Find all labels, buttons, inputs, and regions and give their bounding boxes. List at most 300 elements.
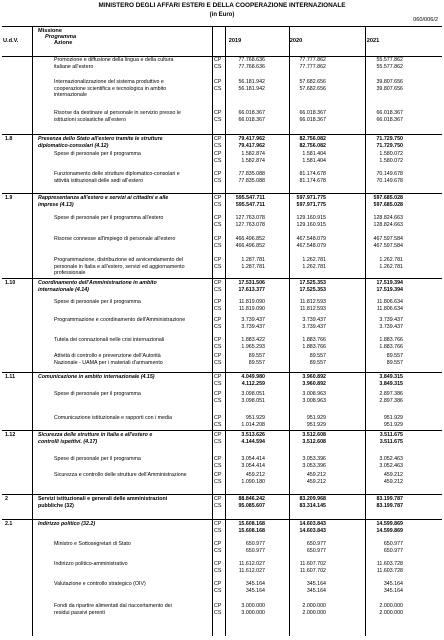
row-separator (2, 494, 442, 495)
row-description-line: attività istituzionali delle sedi all'estero (54, 177, 144, 184)
row-description-line: Risorse da destinare al personale in servizio presso le (54, 110, 181, 116)
row-value-2021 (333, 456, 403, 469)
cp-value: 83.199.787 (376, 496, 403, 502)
cs-value: 1.262.781 (302, 263, 326, 270)
cs-value: 77.777.862 (299, 63, 326, 70)
row-description (38, 496, 167, 509)
cp-value: 650.977 (383, 541, 403, 547)
row-description (54, 561, 128, 568)
column-divider (365, 26, 366, 636)
row-cp-cs-label: CP CS (214, 496, 222, 509)
cs-value: 17.519.394 (376, 286, 403, 293)
row-description (54, 79, 166, 99)
row-value-2019 (195, 110, 265, 123)
cs-value: 345.164 (306, 587, 326, 594)
row-value-2021 (333, 236, 403, 249)
cp-value: 1.262.781 (302, 257, 326, 263)
cp-value: 951.929 (306, 415, 326, 421)
cs-value: 4.112.259 (241, 380, 265, 387)
cp-value: 89.557 (309, 353, 326, 359)
cp-value: 11.819.090 (238, 299, 265, 305)
cs-value: 89.557 (248, 359, 265, 366)
row-value-2020 (256, 432, 326, 445)
cs-value: 66.018.367 (238, 116, 265, 123)
row-description-line: Risorse connesse all'impiego di personale all'estero (54, 236, 176, 242)
row-value-2019 (195, 195, 265, 208)
row-value-2019 (195, 280, 265, 293)
cp-value: 15.608.168 (238, 521, 265, 527)
cp-value: 345.164 (245, 581, 265, 587)
cp-value: 1.883.766 (302, 337, 326, 343)
cs-value: 82.756.082 (299, 142, 326, 149)
row-value-2019 (195, 496, 265, 509)
row-description (54, 57, 173, 70)
row-description-line: internazionale (54, 92, 87, 98)
cp-value: 3.849.315 (379, 374, 403, 380)
row-description (54, 299, 141, 306)
cs-value: 11.607.702 (299, 567, 326, 574)
row-separator (2, 430, 442, 431)
cp-value: 1.287.781 (241, 257, 265, 263)
row-description (38, 136, 163, 149)
cs-value: 467.548.079 (296, 242, 326, 249)
cs-value: 3.008.963 (302, 397, 326, 404)
cs-value: 14.603.843 (299, 527, 326, 534)
row-description-line: Programmazione, distribuzione ed avvicendamento del (54, 257, 183, 263)
cp-value: 17.519.394 (376, 280, 403, 286)
row-value-2020 (256, 136, 326, 149)
row-description (38, 195, 168, 208)
row-value-2020 (256, 317, 326, 330)
col-year-2019: 2019 (228, 38, 242, 44)
cs-value: 15.608.168 (238, 527, 265, 534)
cs-value: 3.739.437 (302, 323, 326, 330)
row-description-line: Spese di personale per il programma (54, 151, 141, 157)
cs-value: 2.000.000 (379, 609, 403, 616)
cp-value: 1.883.422 (241, 337, 265, 343)
row-value-2020 (256, 353, 326, 366)
row-value-2019 (195, 521, 265, 534)
row-description-line: cooperazione scientifica e tecnologica in ambito (54, 85, 167, 92)
cp-value: 39.807.656 (376, 79, 403, 85)
document-code: 060/006/2 (413, 17, 438, 23)
cp-value: 3.000.000 (241, 603, 265, 609)
row-value-2019 (195, 171, 265, 184)
cs-value: 3.960.892 (302, 380, 326, 387)
row-description (38, 521, 95, 528)
cp-value: 2.000.000 (302, 603, 326, 609)
row-description-line: professionale (54, 270, 86, 276)
cp-value: 466.496.852 (235, 236, 265, 242)
row-value-2020 (256, 521, 326, 534)
row-value-2021 (333, 581, 403, 594)
row-cp-cs-label: CP CS (214, 299, 222, 312)
row-value-2021 (333, 280, 403, 293)
cp-value: 3.512.608 (302, 432, 326, 438)
row-description (54, 391, 141, 398)
cp-value: 17.531.506 (238, 280, 265, 286)
cs-value: 3.849.315 (379, 380, 403, 387)
row-description (54, 456, 141, 463)
row-cp-cs-label: CP CS (214, 353, 222, 366)
row-cp-cs-label: CP CS (214, 472, 222, 485)
cp-value: 66.018.367 (376, 110, 403, 116)
row-description (54, 337, 164, 344)
cs-value: 11.812.593 (299, 305, 326, 312)
row-description (54, 171, 180, 184)
cs-value: 95.085.607 (238, 502, 265, 509)
row-cp-cs-label: CP CS (214, 415, 222, 428)
row-separator (2, 372, 442, 373)
row-description-line: Servizi istituzionali e generali delle amministrazioni (38, 496, 168, 502)
row-value-2019 (195, 603, 265, 616)
cs-value: 1.581.404 (302, 157, 326, 164)
cs-value: 597.685.028 (373, 201, 403, 208)
row-value-2021 (333, 603, 403, 616)
cs-value: 597.971.775 (296, 201, 326, 208)
row-value-2020 (256, 391, 326, 404)
col-missione-header: Missione (38, 28, 62, 34)
row-value-2020 (256, 472, 326, 485)
row-cp-cs-label: CP CS (214, 171, 222, 184)
row-udv: 1.8 (5, 136, 13, 142)
cs-value: 1.262.781 (379, 263, 403, 270)
row-value-2021 (333, 374, 403, 387)
row-description (54, 110, 181, 123)
cp-value: 129.160.915 (296, 215, 326, 221)
row-cp-cs-label: CP CS (214, 110, 222, 123)
row-value-2020 (256, 374, 326, 387)
col-programma-header: Programma (45, 34, 77, 40)
cs-value: 17.613.377 (238, 286, 265, 293)
cp-value: 81.174.678 (299, 171, 326, 177)
row-description-line: Spese di personale per il programma (54, 391, 141, 397)
row-description (54, 236, 175, 243)
cs-value: 459.212 (383, 478, 403, 485)
row-udv: 1.12 (5, 432, 16, 438)
cs-value: 3.000.000 (241, 609, 265, 616)
cs-value: 11.819.090 (238, 305, 265, 312)
row-cp-cs-label: CP CS (214, 561, 222, 574)
row-cp-cs-label: CP CS (214, 151, 222, 164)
row-value-2019 (195, 136, 265, 149)
row-cp-cs-label: CP CS (214, 337, 222, 350)
row-description-line: Indirizzo politico (32.2) (38, 521, 96, 527)
row-description-line: controlli ispettivi. (4.17) (38, 438, 98, 445)
cs-value: 56.181.942 (238, 85, 265, 92)
cp-value: 56.181.942 (238, 79, 265, 85)
row-value-2021 (333, 391, 403, 404)
row-cp-cs-label: CP CS (214, 456, 222, 469)
cp-value: 11.806.634 (376, 299, 403, 305)
row-udv: 1.10 (5, 280, 16, 286)
cs-value: 1.582.874 (241, 157, 265, 164)
cs-value: 3.512.608 (302, 438, 326, 445)
col-azione-header: Azione (54, 40, 73, 46)
cp-value: 71.729.750 (376, 136, 403, 142)
row-value-2020 (256, 541, 326, 554)
row-value-2021 (333, 257, 403, 270)
row-value-2019 (195, 57, 265, 70)
cp-value: 3.052.463 (379, 456, 403, 462)
cp-value: 3.513.626 (241, 432, 265, 438)
row-value-2021 (333, 415, 403, 428)
cp-value: 66.018.367 (238, 110, 265, 116)
row-value-2019 (195, 353, 265, 366)
row-value-2019 (195, 299, 265, 312)
cp-value: 1.582.874 (241, 151, 265, 157)
row-value-2019 (195, 581, 265, 594)
row-value-2019 (195, 561, 265, 574)
row-cp-cs-label: CP CS (214, 136, 222, 149)
cp-value: 3.511.675 (379, 432, 403, 438)
cs-value: 4.144.594 (241, 438, 265, 445)
row-description-line: internazionale (4.14) (38, 286, 89, 293)
cp-value: 459.212 (245, 472, 265, 478)
cp-value: 650.977 (306, 541, 326, 547)
row-value-2019 (195, 236, 265, 249)
row-value-2021 (333, 521, 403, 534)
row-separator (2, 134, 442, 135)
cp-value: 11.607.702 (299, 561, 326, 567)
row-value-2021 (333, 57, 403, 70)
row-description-line: Rappresentanza all'estero e servizi ai cittadini e alle (38, 195, 169, 201)
row-description-line: Internazionalizzazione del sistema produttivo e (54, 79, 164, 85)
row-description-line: istituzioni scolastiche all'estero (54, 116, 126, 123)
row-value-2019 (195, 541, 265, 554)
cs-value: 11.612.027 (238, 567, 265, 574)
cs-value: 128.824.663 (373, 221, 403, 228)
row-cp-cs-label: CP CS (214, 521, 222, 534)
cp-value: 1.883.766 (379, 337, 403, 343)
row-description-line: Indirizzo politico-amministrativo (54, 561, 128, 567)
row-description (54, 472, 187, 479)
cs-value: 77.768.636 (238, 63, 265, 70)
cp-value: 88.846.242 (238, 496, 265, 502)
cs-value: 1.014.208 (241, 421, 265, 428)
cp-value: 3.098.051 (241, 391, 265, 397)
cs-value: 1.090.180 (241, 478, 265, 485)
cs-value: 89.557 (309, 359, 326, 366)
row-value-2019 (195, 79, 265, 92)
cs-value: 11.603.728 (376, 567, 403, 574)
cp-value: 14.599.869 (376, 521, 403, 527)
cs-value: 459.212 (306, 478, 326, 485)
row-value-2019 (195, 374, 265, 387)
row-description-line: Comunicazione in ambito internazionale (4.15) (38, 374, 155, 380)
row-value-2020 (256, 337, 326, 350)
row-description-line: pubbliche (32) (38, 502, 74, 509)
cs-value: 466.496.852 (235, 242, 265, 249)
row-description (54, 541, 131, 548)
cs-value: 1.965.293 (241, 343, 265, 350)
row-description-line: Fondi da ripartire alimentati dal riaccertamento dei (54, 603, 172, 609)
cs-value: 3.098.051 (241, 397, 265, 404)
row-value-2019 (195, 391, 265, 404)
cp-value: 11.603.728 (376, 561, 403, 567)
cs-value: 66.018.367 (299, 116, 326, 123)
row-description-line: Valutazione e controllo strategico (OIV) (54, 581, 146, 587)
row-value-2021 (333, 541, 403, 554)
row-description-line: Presenza dello Stato all'estero tramite le strutture (38, 136, 163, 142)
cp-value: 11.612.027 (238, 561, 265, 567)
column-divider (289, 26, 290, 636)
cp-value: 89.557 (386, 353, 403, 359)
row-value-2019 (195, 257, 265, 270)
cp-value: 55.577.862 (376, 57, 403, 63)
row-value-2021 (333, 472, 403, 485)
row-value-2020 (256, 57, 326, 70)
row-description-line: imprese (4.13) (38, 201, 74, 208)
cs-value: 71.729.750 (376, 142, 403, 149)
row-value-2020 (256, 561, 326, 574)
row-value-2020 (256, 236, 326, 249)
cs-value: 83.199.787 (376, 502, 403, 509)
cs-value: 129.160.915 (296, 221, 326, 228)
row-value-2020 (256, 299, 326, 312)
row-description (38, 432, 152, 445)
row-description-line: Tutela dei connazionali nelle crisi internazionali (54, 337, 165, 343)
row-cp-cs-label: CP CS (214, 603, 222, 616)
row-cp-cs-label: CP CS (214, 391, 222, 404)
row-cp-cs-label: CP CS (214, 195, 222, 208)
row-description-line: Funzionamento delle strutture diplomatico-consolari e (54, 171, 180, 177)
cp-value: 1.580.072 (379, 151, 403, 157)
document-subtitle: (in Euro) (209, 12, 235, 18)
cp-value: 70.149.678 (376, 171, 403, 177)
row-description-line: italiane all'estero (54, 63, 94, 70)
row-value-2020 (256, 79, 326, 92)
col-udv-header: U.d.V. (3, 38, 19, 44)
cp-value: 467.597.584 (373, 236, 403, 242)
cs-value: 1.883.766 (379, 343, 403, 350)
row-description-line: Sicurezza e controllo delle strutture dell'Amministrazione (54, 472, 187, 478)
table-header (2, 26, 442, 57)
cs-value: 3.511.675 (379, 438, 403, 445)
cp-value: 951.929 (383, 415, 403, 421)
row-description-line: Spese di personale per il programma (54, 456, 141, 462)
row-value-2019 (195, 215, 265, 228)
cp-value: 57.682.656 (299, 79, 326, 85)
row-value-2021 (333, 561, 403, 574)
row-description (54, 257, 185, 277)
row-value-2021 (333, 151, 403, 164)
row-value-2019 (195, 456, 265, 469)
row-cp-cs-label: CP CS (214, 57, 222, 70)
cs-value: 3.739.437 (379, 323, 403, 330)
row-description (54, 415, 172, 422)
row-value-2019 (195, 472, 265, 485)
cs-value: 127.763.078 (235, 221, 265, 228)
row-separator (2, 519, 442, 520)
row-value-2021 (333, 79, 403, 92)
row-value-2021 (333, 299, 403, 312)
row-separator (2, 278, 442, 279)
cp-value: 77.835.088 (238, 171, 265, 177)
cp-value: 3.739.437 (302, 317, 326, 323)
cs-value: 83.314.145 (299, 502, 326, 509)
document-title: MINISTERO DEGLI AFFARI ESTERI E DELLA COOPERAZIONE INTERNAZIONALE (98, 2, 346, 9)
cs-value: 2.000.000 (302, 609, 326, 616)
row-value-2021 (333, 171, 403, 184)
row-description (54, 151, 141, 158)
row-description (54, 353, 163, 366)
cp-value: 3.053.396 (302, 456, 326, 462)
row-description-line: Comunicazione istituzionale e rapporti con i media (54, 415, 173, 421)
col-year-2020: 2020 (289, 38, 303, 44)
cs-value: 3.054.414 (241, 462, 265, 469)
cs-value: 79.417.962 (238, 142, 265, 149)
row-description-line: Nazionale - UAMA per i materiali d'armamento (54, 359, 163, 366)
cp-value: 3.739.437 (379, 317, 403, 323)
cp-value: 345.164 (383, 581, 403, 587)
row-value-2019 (195, 317, 265, 330)
cp-value: 3.054.414 (241, 456, 265, 462)
cs-value: 77.835.088 (238, 177, 265, 184)
cp-value: 3.960.892 (302, 374, 326, 380)
row-value-2021 (333, 317, 403, 330)
cp-value: 17.525.353 (299, 280, 326, 286)
cs-value: 89.557 (386, 359, 403, 366)
row-value-2019 (195, 432, 265, 445)
row-description (38, 374, 155, 381)
cp-value: 650.977 (245, 541, 265, 547)
row-udv: 2.1 (5, 521, 13, 527)
row-cp-cs-label: CP CS (214, 581, 222, 594)
cs-value: 1.883.766 (302, 343, 326, 350)
row-cp-cs-label: CP CS (214, 215, 222, 228)
cs-value: 55.577.862 (376, 63, 403, 70)
row-value-2020 (256, 215, 326, 228)
row-description (54, 603, 172, 616)
cs-value: 3.053.396 (302, 462, 326, 469)
row-value-2020 (256, 415, 326, 428)
cp-value: 459.212 (383, 472, 403, 478)
row-description-line: residui passivi perenti (54, 609, 105, 616)
row-description (54, 581, 146, 588)
row-value-2020 (256, 603, 326, 616)
cs-value: 66.018.367 (376, 116, 403, 123)
row-value-2020 (256, 151, 326, 164)
cp-value: 467.548.079 (296, 236, 326, 242)
row-value-2019 (195, 337, 265, 350)
row-cp-cs-label: CP CS (214, 541, 222, 554)
row-cp-cs-label: CP CS (214, 374, 222, 387)
row-description-line: Ministro e Sottosegretari di Stato (54, 541, 131, 547)
cs-value: 1.287.781 (241, 263, 265, 270)
cs-value: 1.580.072 (379, 157, 403, 164)
cs-value: 11.806.634 (376, 305, 403, 312)
row-description-line: Sicurezza delle strutture in Italia e all'estero e (38, 432, 153, 438)
cp-value: 2.897.386 (379, 391, 403, 397)
row-description-line: Programmazione e coordinamento dell'Amministrazione (54, 317, 186, 323)
row-value-2020 (256, 581, 326, 594)
cp-value: 127.763.078 (235, 215, 265, 221)
row-description (54, 317, 185, 324)
row-value-2021 (333, 432, 403, 445)
cs-value: 70.149.678 (376, 177, 403, 184)
cs-value: 57.682.656 (299, 85, 326, 92)
row-value-2020 (256, 171, 326, 184)
cp-value: 83.209.968 (299, 496, 326, 502)
cp-value: 3.008.963 (302, 391, 326, 397)
row-value-2019 (195, 415, 265, 428)
row-description-line: Spese di personale per il programma all'estero (54, 215, 164, 221)
cs-value: 650.977 (306, 547, 326, 554)
cp-value: 14.603.843 (299, 521, 326, 527)
cp-value: 1.581.404 (302, 151, 326, 157)
cs-value: 345.164 (245, 587, 265, 594)
